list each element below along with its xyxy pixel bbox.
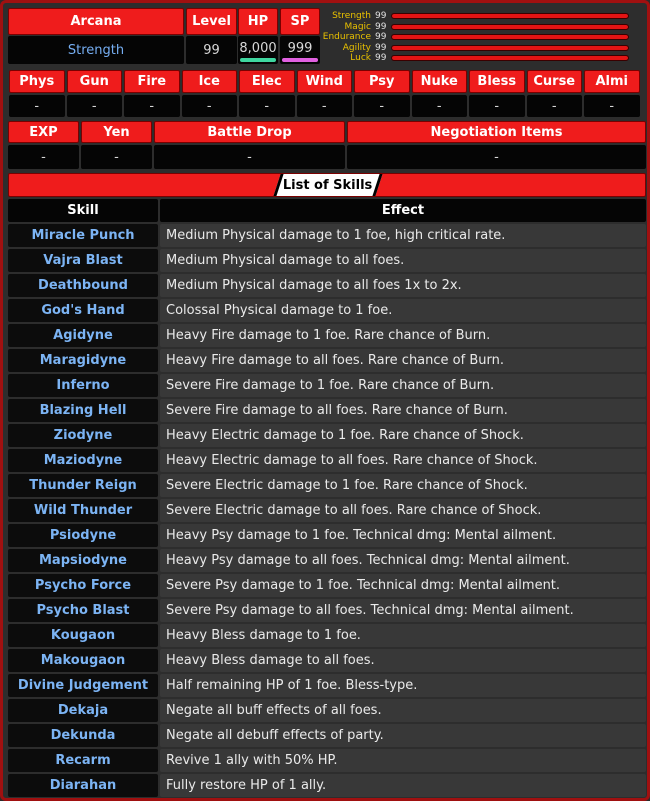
yen-header: Yen [81,121,152,143]
affinity-header-fire: Fire [124,70,180,93]
stat-bar [391,13,629,19]
hp-number: 8,000 [239,40,277,56]
affinity-header-ice: Ice [182,70,238,93]
skill-effect: Negate all debuff effects of party. [160,724,646,747]
stat-bar [391,55,629,61]
skill-name: Thunder Reign [8,474,158,497]
skill-name: Deathbound [8,274,158,297]
stat-label: Strength [332,11,371,21]
level-header: Level [186,8,237,35]
stat-bar-fill [392,35,628,39]
skill-name: Ziodyne [8,424,158,447]
skill-name: Psycho Force [8,574,158,597]
affinity-value-bless: - [469,95,525,117]
skill-name: Dekunda [8,724,158,747]
skill-effect: Revive 1 ally with 50% HP. [160,749,646,772]
level-value: 99 [186,36,237,64]
skill-effect: Fully restore HP of 1 ally. [160,774,646,797]
stat-label: Agility [342,42,371,53]
skill-effect: Severe Electric damage to 1 foe. Rare chance of Shock. [160,474,646,497]
skill-effect: Negate all buff effects of all foes. [160,699,646,722]
skill-effect: Half remaining HP of 1 foe. Bless-type. [160,674,646,697]
skill-name: Psycho Blast [8,599,158,622]
stat-value: 99 [375,11,387,21]
skill-name: Makougaon [8,649,158,672]
skill-effect: Colossal Physical damage to 1 foe. [160,299,646,322]
skill-name: Mapsiodyne [8,549,158,572]
skill-effect: Heavy Bless damage to all foes. [160,649,646,672]
stat-value: 99 [375,21,387,32]
skill-name: Inferno [8,374,158,397]
skill-effect: Heavy Electric damage to 1 foe. Rare chance of Shock. [160,424,646,447]
affinity-header-nuke: Nuke [412,70,468,93]
skill-name: God's Hand [8,299,158,322]
skill-effect: Heavy Electric damage to all foes. Rare chance of Shock. [160,449,646,472]
affinity-value-elec: - [239,95,295,117]
affinity-value-almi: - [584,95,640,117]
affinity-header-psy: Psy [354,70,410,93]
arcana-header: Arcana [8,8,184,35]
skill-effect: Medium Physical damage to all foes. [160,249,646,272]
stat-bar-fill [392,25,628,29]
affinity-value-gun: - [67,95,123,117]
stat-bar [391,24,629,30]
hp-value [238,36,278,64]
affinity-value-curse: - [527,95,583,117]
skill-name: Dekaja [8,699,158,722]
skill-name: Maragidyne [8,349,158,372]
skill-effect: Heavy Psy damage to 1 foe. Technical dmg: Mental ailment. [160,524,646,547]
skill-effect: Heavy Fire damage to all foes. Rare chance of Burn. [160,349,646,372]
skill-name: Agidyne [8,324,158,347]
skill-effect: Heavy Fire damage to 1 foe. Rare chance of Burn. [160,324,646,347]
skill-effect: Severe Fire damage to all foes. Rare chance of Burn. [160,399,646,422]
skill-name: Kougaon [8,624,158,647]
exp-value: - [8,145,79,169]
skill-effect: Heavy Psy damage to all foes. Technical dmg: Mental ailment. [160,549,646,572]
skill-effect: Severe Psy damage to all foes. Technical dmg: Mental ailment. [160,599,646,622]
skill-effect: Severe Electric damage to all foes. Rare chance of Shock. [160,499,646,522]
skill-name: Miracle Punch [8,224,158,247]
skill-effect: Medium Physical damage to all foes 1x to 2x. [160,274,646,297]
battle-drop-value: - [154,145,345,169]
skill-name: Diarahan [8,774,158,797]
battle-drop-header: Battle Drop [154,121,345,143]
affinity-value-wind: - [297,95,353,117]
sp-header: SP [280,8,320,35]
skill-name: Maziodyne [8,449,158,472]
skills-title [273,174,382,196]
affinity-header-curse: Curse [527,70,583,93]
skill-name: Divine Judgement [8,674,158,697]
stat-bar [391,34,629,40]
stat-label: Luck [350,53,371,64]
hp-bar [240,58,276,62]
sp-bar [282,58,318,62]
sp-value [280,36,320,64]
affinity-header-phys: Phys [9,70,65,93]
affinity-header-gun: Gun [67,70,123,93]
stat-value: 99 [375,42,387,53]
affinity-value-phys: - [9,95,65,117]
affinity-header-almi: Almi [584,70,640,93]
skill-effect: Medium Physical damage to 1 foe, high critical rate. [160,224,646,247]
skill-name: Psiodyne [8,524,158,547]
yen-value: - [81,145,152,169]
skill-name: Wild Thunder [8,499,158,522]
affinity-header-bless: Bless [469,70,525,93]
stat-bar-fill [392,14,628,18]
affinity-value-ice: - [182,95,238,117]
hp-header: HP [238,8,278,35]
stat-value: 99 [375,32,387,43]
stat-label: Magic [344,21,371,32]
skills-title-text: List of Skills [283,177,373,193]
affinity-value-nuke: - [412,95,468,117]
exp-header: EXP [8,121,79,143]
skill-effect: Severe Fire damage to 1 foe. Rare chance of Burn. [160,374,646,397]
negotiation-header: Negotiation Items [347,121,646,143]
affinity-value-psy: - [354,95,410,117]
affinity-header-wind: Wind [297,70,353,93]
stat-bar-fill [392,56,628,60]
stat-label: Endurance [322,32,371,43]
affinity-header-elec: Elec [239,70,295,93]
negotiation-value: - [347,145,646,169]
sp-number: 999 [287,40,313,56]
skill-effect: Severe Psy damage to 1 foe. Technical dmg: Mental ailment. [160,574,646,597]
skill-name: Recarm [8,749,158,772]
skill-name: Blazing Hell [8,399,158,422]
arcana-value: Strength [8,36,184,64]
skill-column-header: Skill [8,199,158,222]
stat-value: 99 [375,53,387,64]
skill-effect: Heavy Bless damage to 1 foe. [160,624,646,647]
affinity-value-fire: - [124,95,180,117]
effect-column-header: Effect [160,199,646,222]
stat-bar [391,45,629,51]
skill-name: Vajra Blast [8,249,158,272]
stat-bar-fill [392,46,628,50]
